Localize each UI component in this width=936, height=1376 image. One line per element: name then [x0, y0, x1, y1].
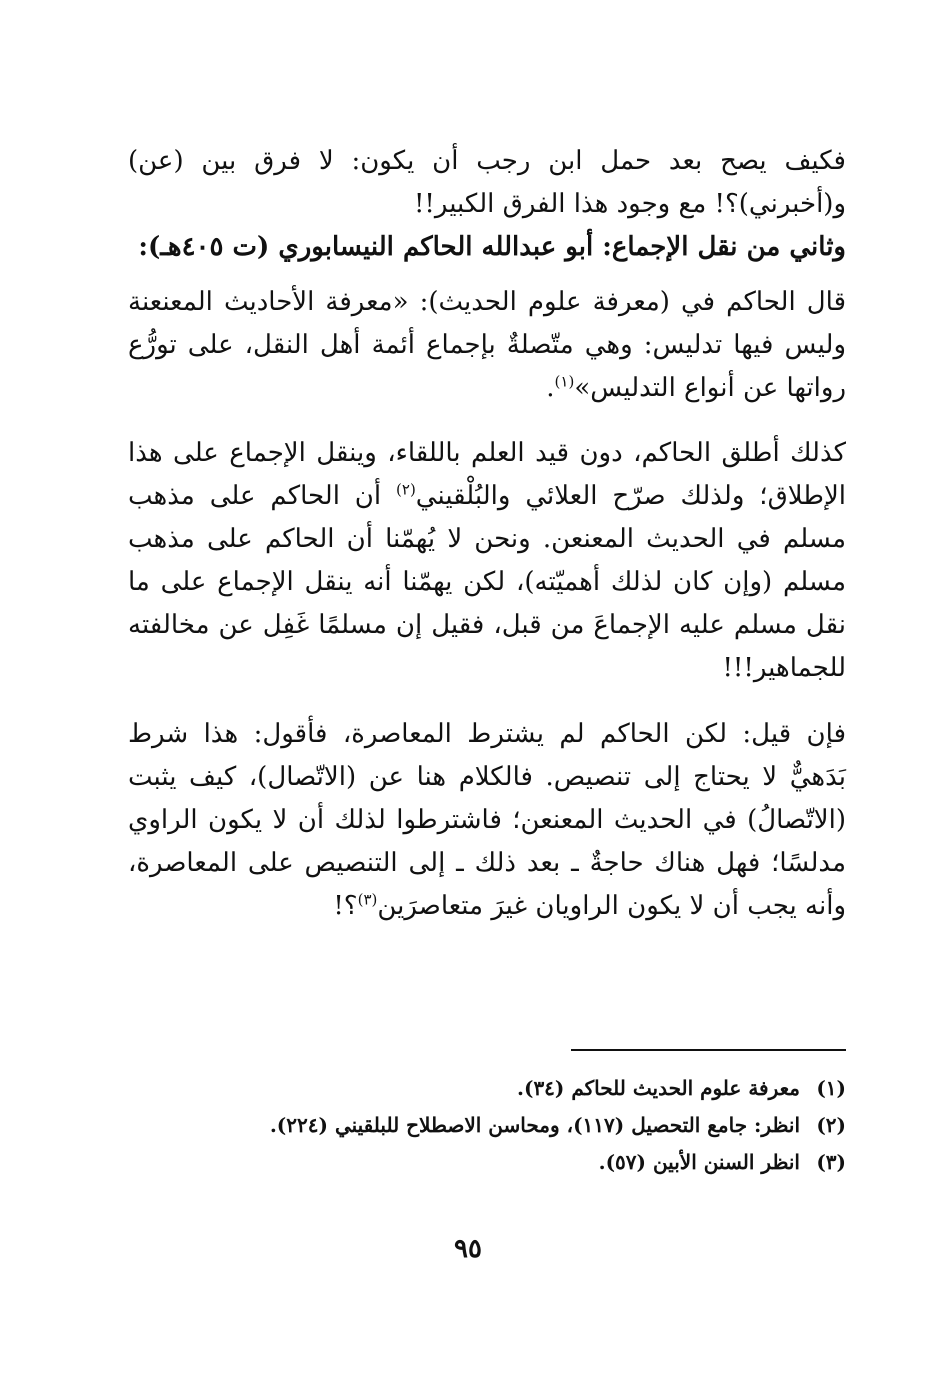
footnote-1 — [128, 1070, 846, 1107]
main-text — [128, 140, 846, 928]
paragraph-1-text: فكيف يصح بعد حمل ابن رجب أن يكون: لا فرق بين (عن) و(أخبرني)؟! مع وجود هذا الفرق الكبير!! — [128, 146, 846, 219]
paragraph-4-text-b: ؟! — [333, 891, 358, 921]
footnote-number: (٢) — [816, 1113, 846, 1137]
footnote-text: انظر السنن الأبين (٥٧). — [598, 1150, 800, 1174]
footnote-ref-3: (٣) — [357, 890, 378, 909]
footnote-3 — [128, 1144, 846, 1181]
footnotes — [128, 1070, 846, 1181]
paragraph-2-text: قال الحاكم في (معرفة علوم الحديث): «معرفة الأحاديث المعنعنة وليس فيها تدليس: وهي متّصلةٌ بإجماع أئمة أهل النقل، على تورُّع رواتها عن أنواع التدليس» — [128, 287, 846, 403]
footnote-ref-1: (١) — [554, 372, 575, 391]
footnote-separator — [571, 1049, 846, 1051]
page-number: ٩٥ — [454, 1234, 482, 1264]
paragraph-4-text-a: فإن قيل: لكن الحاكم لم يشترط المعاصرة، فأقول: هذا شرط بَدَهيٌّ لا يحتاج إلى تنصيص. فالكلام هنا عن (الاتّصال)، كيف يثبت (الاتّصالُ) في الحديث المعنعن؛ فاشترطوا لذلك أن لا يكون الراوي مدلسًا؛ فهل هناك حاجةٌ ـ بعد ذلك ـ إلى التنصيص على المعاصرة، وأنه يجب أن لا يكون الراويان غيرَ متعاصرَين — [128, 719, 846, 921]
footnote-number: (٣) — [816, 1150, 846, 1174]
paragraph-3-text-b: أن الحاكم على مذهب مسلم في الحديث المعنعن. ونحن لا يُهمّنا أن الحاكم على مذهب مسلم (وإن كان لذلك أهميّته)، لكن يهمّنا أنه ينقل الإجماع على ما نقل مسلم عليه الإجماعَ من قبل، فقيل إن مسلمًا غَفِل عن مخالفته للجماهير!!! — [128, 481, 846, 683]
paragraph-1 — [128, 140, 846, 226]
paragraph-4 — [128, 713, 846, 928]
section-heading: وثاني من نقل الإجماع: أبو عبدالله الحاكم النيسابوري (ت ٤٠٥هـ): — [138, 232, 846, 262]
paragraph-3 — [128, 432, 846, 690]
paragraph-2-tail: . — [546, 373, 555, 403]
footnote-number: (١) — [816, 1076, 846, 1100]
footnote-text: معرفة علوم الحديث للحاكم (٣٤). — [517, 1076, 800, 1100]
footnote-text: انظر: جامع التحصيل (١١٧)، ومحاسن الاصطلاح للبلقيني (٢٢٤). — [269, 1113, 800, 1137]
paragraph-2 — [128, 281, 846, 410]
paragraph-3-text-a: كذلك أطلق الحاكم، دون قيد العلم باللقاء، وينقل الإجماع على هذا الإطلاق؛ ولذلك صرّح العلائي والبُلْقيني — [128, 438, 846, 511]
footnote-2 — [128, 1107, 846, 1144]
footnote-ref-2: (٢) — [396, 480, 416, 499]
